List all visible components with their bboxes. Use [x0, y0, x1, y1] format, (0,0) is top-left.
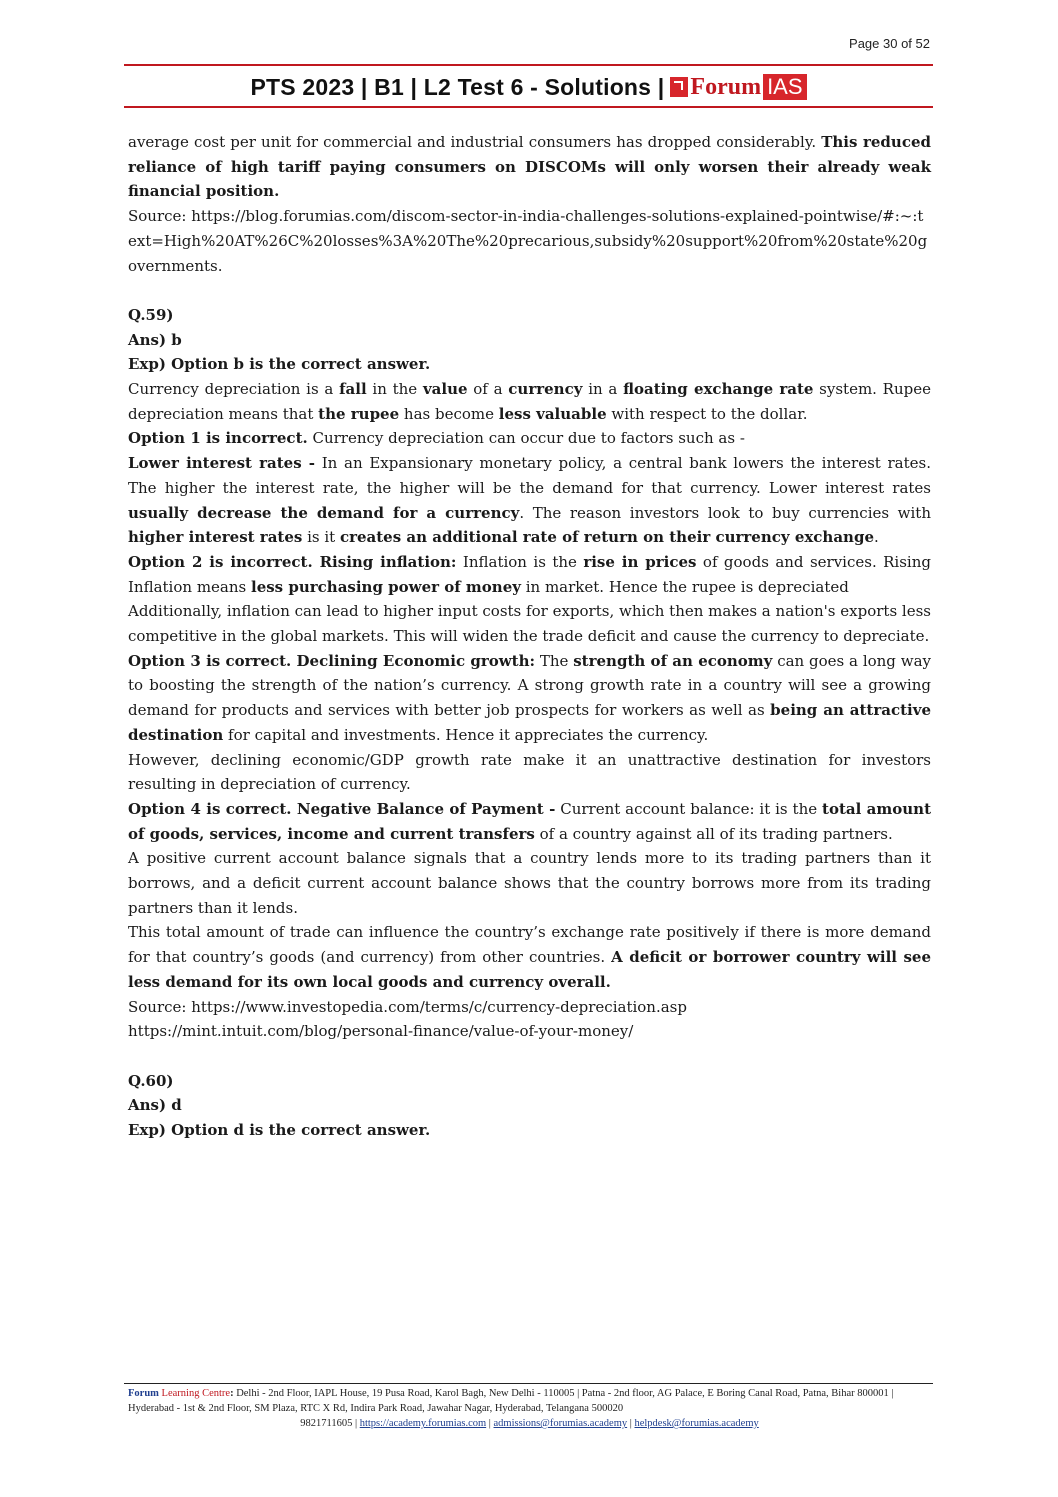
option-4: Option 4 is correct. Negative Balance of Payment - Current account balance: it is the total amount of goods, services, income and current transfers of a country against all of its trading partners.: [128, 799, 931, 843]
page-footer: [128, 1386, 931, 1431]
explanation-heading-60: Exp) Option d is the correct answer.: [128, 1121, 431, 1140]
page-number: Page 30 of 52: [849, 36, 930, 51]
footer-rule: [124, 1383, 933, 1384]
header-title: PTS 2023 | B1 | L2 Test 6 - Solutions |: [250, 73, 665, 100]
explanation-heading: Exp) Option b is the correct answer.: [128, 355, 431, 374]
answer-60: Ans) d: [128, 1096, 182, 1115]
logo-ias-text: IAS: [763, 74, 806, 100]
option-4-paragraph-3: This total amount of trade can influence the country’s exchange rate positively if there is more demand for that country’s goods (and currency) from other countries. A deficit or borrower country will see less demand for its own local goods and currency overall.: [128, 923, 931, 991]
question-number-60: Q.60): [128, 1071, 174, 1090]
footer-address: Forum Learning Centre: Delhi - 2nd Floor, IAPL House, 19 Pusa Road, Karol Bagh, New Delhi - 110005 | Patna - 2nd floor, AG Palace, E Boring Canal Road, Patna, Bihar 800001 | Hyderabad - 1st & 2nd Floor, SM Plaza, RTC X Rd, Indira Park Road, Jawahar Nagar, Hyderabad, Telangana 500020: [128, 1388, 894, 1414]
helpdesk-email-link[interactable]: helpdesk@forumias.academy: [634, 1418, 759, 1429]
source-2: https://mint.intuit.com/blog/personal-finance/value-of-your-money/: [128, 1022, 634, 1041]
option-2: Option 2 is incorrect. Rising inflation: Inflation is the rise in prices of goods and services. Rising Inflation means less purchasing power of money in market. Hence the rupee is depreciated: [128, 552, 931, 596]
option-3-additional: However, declining economic/GDP growth rate make it an unattractive destination for investors resulting in depreciation of currency.: [128, 750, 931, 794]
option-2-additional: Additionally, inflation can lead to higher input costs for exports, which then makes a nation's exports less competitive in the global markets. This will widen the trade deficit and cause the currency to depreciate.: [128, 602, 931, 646]
logo-forum-text: Forum: [690, 73, 762, 100]
option-4-paragraph-2: A positive current account balance signals that a country lends more to its trading partners than it borrows, and a deficit current account balance shows that the country borrows more from its trading partners than it lends.: [128, 849, 931, 917]
intro-source: Source: https://blog.forumias.com/discom-sector-in-india-challenges-solutions-explained-pointwise/#:~:text=High%20AT%26C%20losses%3A%20The%20precarious,subsidy%20support%20from%20state%20governments.: [128, 207, 928, 275]
answer: Ans) b: [128, 330, 182, 349]
header-rule-bottom: [124, 106, 933, 108]
paragraph-depreciation: Currency depreciation is a fall in the value of a currency in a floating exchange rate system. Rupee depreciation means that the rupee has become less valuable with respect to the dollar.: [128, 380, 931, 423]
academy-link[interactable]: https://academy.forumias.com: [359, 1418, 487, 1429]
arrow-logo-icon: [670, 77, 688, 97]
header-rule-top: [124, 64, 933, 66]
option-3: Option 3 is correct. Declining Economic growth: The strength of an economy can goes a long way to boosting the strength of the nation’s currency. A strong growth rate in a country will see a growing demand for products and services with better job prospects for workers as well as being an attractive destination for capital and investments. Hence it appreciates the currency.: [128, 651, 931, 744]
admissions-email-link[interactable]: admissions@forumias.academy: [493, 1418, 628, 1429]
forumias-logo: [670, 74, 806, 100]
question-number: Q.59): [128, 305, 174, 324]
footer-contacts: 9821711605 | https://academy.forumias.com | admissions@forumias.academy | helpdesk@forumias.academy: [300, 1418, 759, 1429]
paragraph-interest-rates: Lower interest rates - In an Expansionary monetary policy, a central bank lowers the interest rates. The higher the interest rate, the higher will be the demand for that currency. Lower interest rates usually decrease the demand for a currency. The reason investors look to buy currencies with higher interest rates is it creates an additional rate of return on their currency exchange.: [128, 454, 931, 547]
intro-paragraph: average cost per unit for commercial and industrial consumers has dropped considerably. This reduced reliance of high tariff paying consumers on DISCOMs will only worsen their already weak financial position.: [128, 133, 931, 201]
document-header: [124, 70, 933, 104]
page-content: [128, 130, 931, 1143]
option-1: Option 1 is incorrect. Currency depreciation can occur due to factors such as -: [128, 429, 745, 448]
source-1: Source: https://www.investopedia.com/terms/c/currency-depreciation.asp: [128, 997, 687, 1016]
